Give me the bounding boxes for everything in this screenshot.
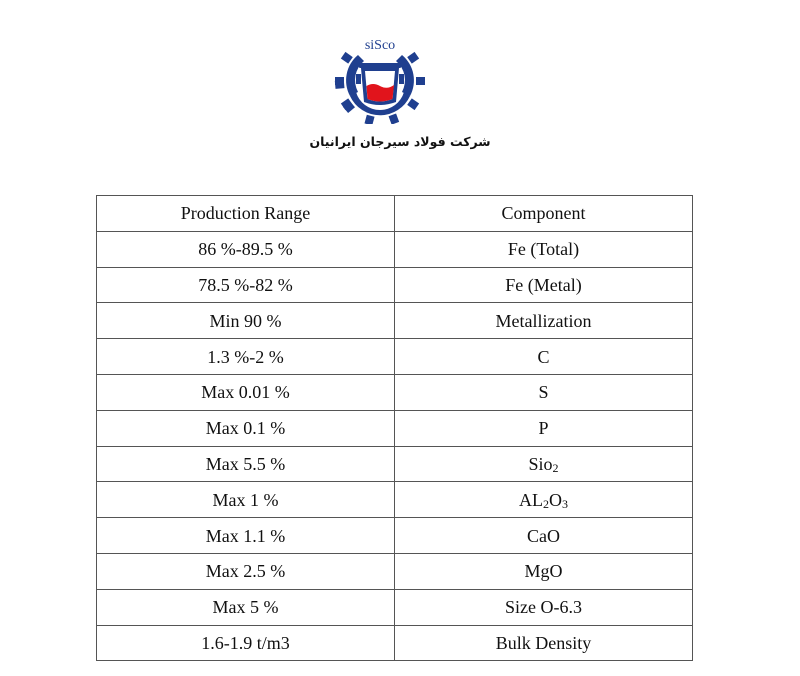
formula-part: Sio bbox=[528, 453, 553, 474]
component-cell: Bulk Density bbox=[395, 625, 693, 661]
logo-text: siSco bbox=[364, 38, 396, 53]
component-cell: CaO bbox=[395, 518, 693, 554]
table-row bbox=[97, 267, 693, 303]
formula-part: AL bbox=[519, 489, 543, 510]
table-row bbox=[97, 303, 693, 339]
company-name: شرکت فولاد سیرجان ایرانیان bbox=[309, 134, 491, 149]
company-logo bbox=[328, 34, 432, 124]
production-range-cell: Min 90 % bbox=[97, 303, 395, 339]
component-cell: Fe (Total) bbox=[395, 231, 693, 267]
component-cell: P bbox=[395, 410, 693, 446]
formula-part: O bbox=[549, 489, 562, 510]
table-row bbox=[97, 518, 693, 554]
table-row bbox=[97, 339, 693, 375]
table-row bbox=[97, 231, 693, 267]
production-range-cell: Max 5 % bbox=[97, 589, 395, 625]
table-row bbox=[97, 482, 693, 518]
production-range-cell: 78.5 %-82 % bbox=[97, 267, 395, 303]
subscript: 3 bbox=[562, 496, 568, 511]
production-range-cell: 1.6-1.9 t/m3 bbox=[97, 625, 395, 661]
component-cell: MgO bbox=[395, 553, 693, 589]
table-row bbox=[97, 625, 693, 661]
table-row bbox=[97, 553, 693, 589]
production-range-cell: Max 1.1 % bbox=[97, 518, 395, 554]
table-row bbox=[97, 410, 693, 446]
component-cell bbox=[395, 446, 693, 482]
production-range-cell: 86 %-89.5 % bbox=[97, 231, 395, 267]
component-cell: S bbox=[395, 374, 693, 410]
production-range-cell: Max 0.1 % bbox=[97, 410, 395, 446]
component-cell bbox=[395, 482, 693, 518]
table-row bbox=[97, 589, 693, 625]
header-component: Component bbox=[395, 196, 693, 232]
table-header-row bbox=[97, 196, 693, 232]
production-range-cell: Max 2.5 % bbox=[97, 553, 395, 589]
component-cell: Size O-6.3 bbox=[395, 589, 693, 625]
ladle-icon bbox=[356, 63, 404, 105]
specification-table bbox=[96, 195, 693, 661]
component-cell: Fe (Metal) bbox=[395, 267, 693, 303]
production-range-cell: Max 1 % bbox=[97, 482, 395, 518]
table-row bbox=[97, 446, 693, 482]
production-range-cell: Max 0.01 % bbox=[97, 374, 395, 410]
component-cell: Metallization bbox=[395, 303, 693, 339]
subscript: 2 bbox=[543, 496, 549, 511]
subscript: 2 bbox=[552, 460, 559, 475]
component-cell: C bbox=[395, 339, 693, 375]
production-range-cell: 1.3 %-2 % bbox=[97, 339, 395, 375]
production-range-cell: Max 5.5 % bbox=[97, 446, 395, 482]
table-row bbox=[97, 374, 693, 410]
header-production-range: Production Range bbox=[97, 196, 395, 232]
